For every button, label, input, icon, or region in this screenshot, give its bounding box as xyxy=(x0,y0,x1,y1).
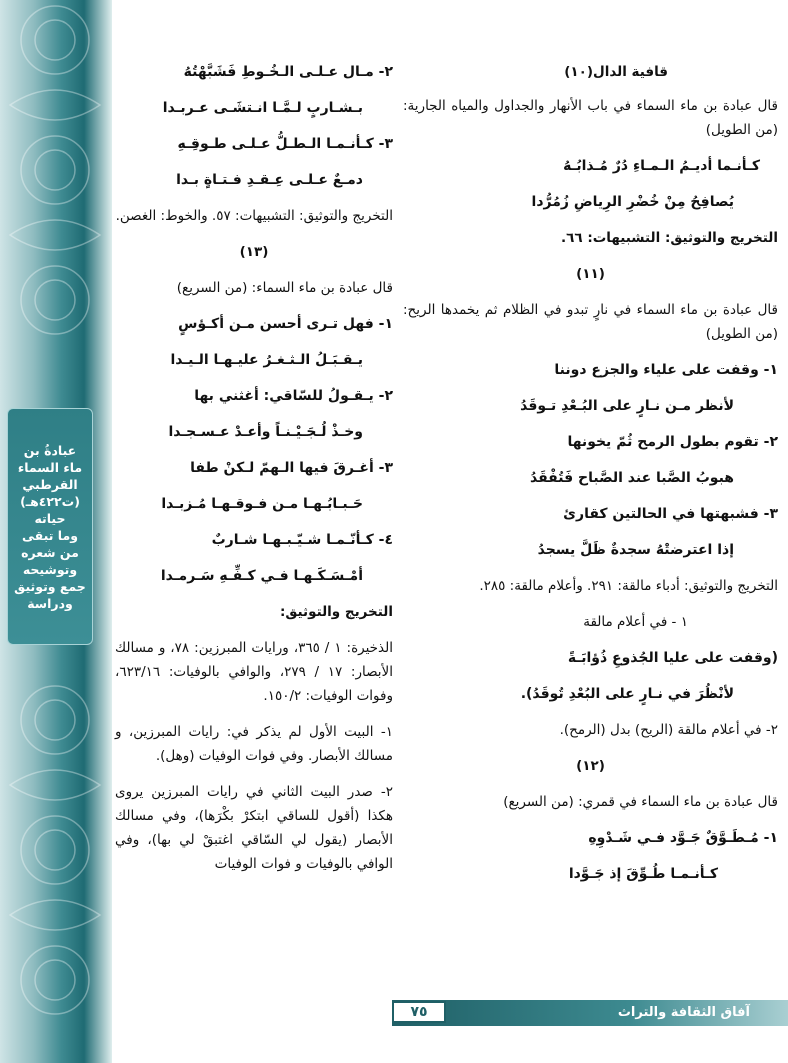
verse-line: ٢- يـقـولُ للسّاقي: أغثني بها xyxy=(194,388,393,404)
paragraph: قال عبادة بن ماء السماء في قمري: (من السريع) xyxy=(503,794,778,810)
poem-number: (١١) xyxy=(576,266,605,282)
citation: التخريج والتوثيق: التشبيهات: ٦٦. xyxy=(561,230,778,246)
verse-line: (وقفت على عليا الجُذوعِ ذُؤابَـةً xyxy=(567,650,778,666)
page-number: ٧٥ xyxy=(392,1001,446,1023)
section-heading: التخريج والتوثيق: xyxy=(279,604,393,620)
verse-line: ١- فهل تـرى أحسن مـن أكـؤسٍ xyxy=(178,316,393,332)
verse-line: بـشـاربٍ لـمَّـا انـتشَـى عـربـدا xyxy=(162,100,363,116)
verse-line: كـأنـمـا طُـوِّقَ إذ جَـوَّدا xyxy=(568,866,718,882)
verse-line: كـأنـما أديـمُ الـمـاءِ دُرٌ مُـذابُـهُ xyxy=(563,158,760,174)
verse-line: إذا اعترضتْهُ سجدةٌ ظَلَّ يسجدُ xyxy=(537,542,734,558)
label-line: جمع وتوثيق xyxy=(14,578,86,594)
verse-line: حَـبـابُـهـا مـن فـوقـهـا مُـزبـدا xyxy=(161,496,363,512)
footnote: ٢- صدر البيت الثاني في رايات المبرزين يروى هكذا (أقول للساقي ابتكرْ بكْرَها)، وفي مسالك الأبصار (يقول لي السّاقي اغتبقْ لي بها)، وفي الوافي بالوفيات و فوات الوفيات xyxy=(115,784,393,872)
verse-line: وخـذْ لُـجَـيْـنـاً وأعـدْ عـسـجـدا xyxy=(168,424,363,440)
verse-line: ٢- تقوم بطول الرمح ثُمّ يخونها xyxy=(567,434,778,450)
label-line: ماء السماء xyxy=(17,459,83,475)
verse-line: لأنْظُرَ في نـارٍ على البُعْدِ تُوقَدُ). xyxy=(520,686,734,702)
paragraph: قال عبادة بن ماء السماء في باب الأنهار والجداول والمياه الجارية: (من الطويل) xyxy=(403,98,778,138)
label-line: حياته xyxy=(34,510,66,526)
verse-line: ١- وقفت على علياء والجزع دوننا xyxy=(554,362,778,378)
footnote: ١- البيت الأول لم يذكر في: رايات المبرزين، و مسالك الأبصار. وفي فوات الوفيات (وهل). xyxy=(115,724,393,764)
label-line: من شعره xyxy=(21,544,79,560)
poem-number: (١٣) xyxy=(239,244,269,260)
decorative-sidebar xyxy=(0,0,112,1063)
section-heading: قافية الدال(١٠) xyxy=(564,64,668,80)
book-title-label xyxy=(7,408,93,645)
verse-line: لأنظر مـن نـارٍ على البُـعْدِ تـوقَدُ xyxy=(520,398,734,414)
verse-line: أمْـسَـكَـهـا فـي كـفِّـهِ سَـرمـدا xyxy=(160,568,363,584)
label-line: (ت٤٢٢هـ) xyxy=(20,493,80,509)
citation: الذخيرة: ١ / ٣٦٥، ورايات المبرزين: ٧٨، و مسالك الأبصار: ١٧ / ٢٧٩، والوافي بالوفيات: ٦٢٣/١٦، وفوات الوفيات: ١٥٠/٢. xyxy=(115,640,394,704)
footnote: ٢- في أعلام مالقة (الريح) بدل (الرمح). xyxy=(559,722,778,738)
verse-line: ٣- فشبهتها في الحالتين كقارئ xyxy=(563,506,778,522)
paragraph: قال عبادة بن ماء السماء: (من السريع) xyxy=(176,280,393,296)
verse-line: ٤- كـأنّـمـا شـيّـبـهـا شـاربٌ xyxy=(211,532,393,548)
label-line: عبادةُ بن xyxy=(23,442,77,458)
paragraph: قال عبادة بن ماء السماء في نارٍ تبدو في الظلام ثم يخمدها الريح: (من الطويل) xyxy=(403,302,778,342)
right-column xyxy=(403,60,778,898)
citation: التخريج والتوثيق: التشبيهات: ٥٧. والخوط: الغصن. xyxy=(115,208,393,224)
verse-line: هبوبُ الصَّبا عند الصَّباح فَتُفْقَدُ xyxy=(530,470,734,486)
verse-line: ٣- أغـرقَ فيها الـهمّ لـكنْ طفا xyxy=(190,460,393,476)
verse-line: يـقـبَـلُ الـثـغـرُ عليـهـا الـيـدا xyxy=(170,352,363,368)
left-column xyxy=(115,60,393,888)
verse-line: دمـعٌ عـلـى عِـقـدِ فـتـاةٍ بـدا xyxy=(176,172,363,188)
citation: التخريج والتوثيق: أدباء مالقة: ٢٩١. وأعلام مالقة: ٢٨٥. xyxy=(479,578,778,594)
verse-line: ٣- كـأنـمـا الـطـلُّ عـلـى طـوقِـهِ xyxy=(177,136,393,152)
verse-line: ١- مُـطَـوَّقٌ جَـوَّد فـي شَـدْوِهِ xyxy=(588,830,778,846)
label-line: وما تبقى xyxy=(22,527,78,543)
verse-line: يُصافِحُ مِنْ خُضْرِ الرِياضِ زُمُرُّدا xyxy=(531,194,734,210)
footnote: ١ - في أعلام مالقة xyxy=(583,614,688,630)
label-line: ودراسة xyxy=(27,595,73,611)
poem-number: (١٢) xyxy=(576,758,605,774)
journal-title: آفاق الثقافة والتراث xyxy=(617,1005,750,1020)
label-line: وتوشيحه xyxy=(22,561,78,577)
verse-line: ٢- مـال عـلـى الـخُـوطِ فَشَبَّهْتُهُ xyxy=(183,64,393,80)
label-line: القرطبي xyxy=(22,476,78,492)
